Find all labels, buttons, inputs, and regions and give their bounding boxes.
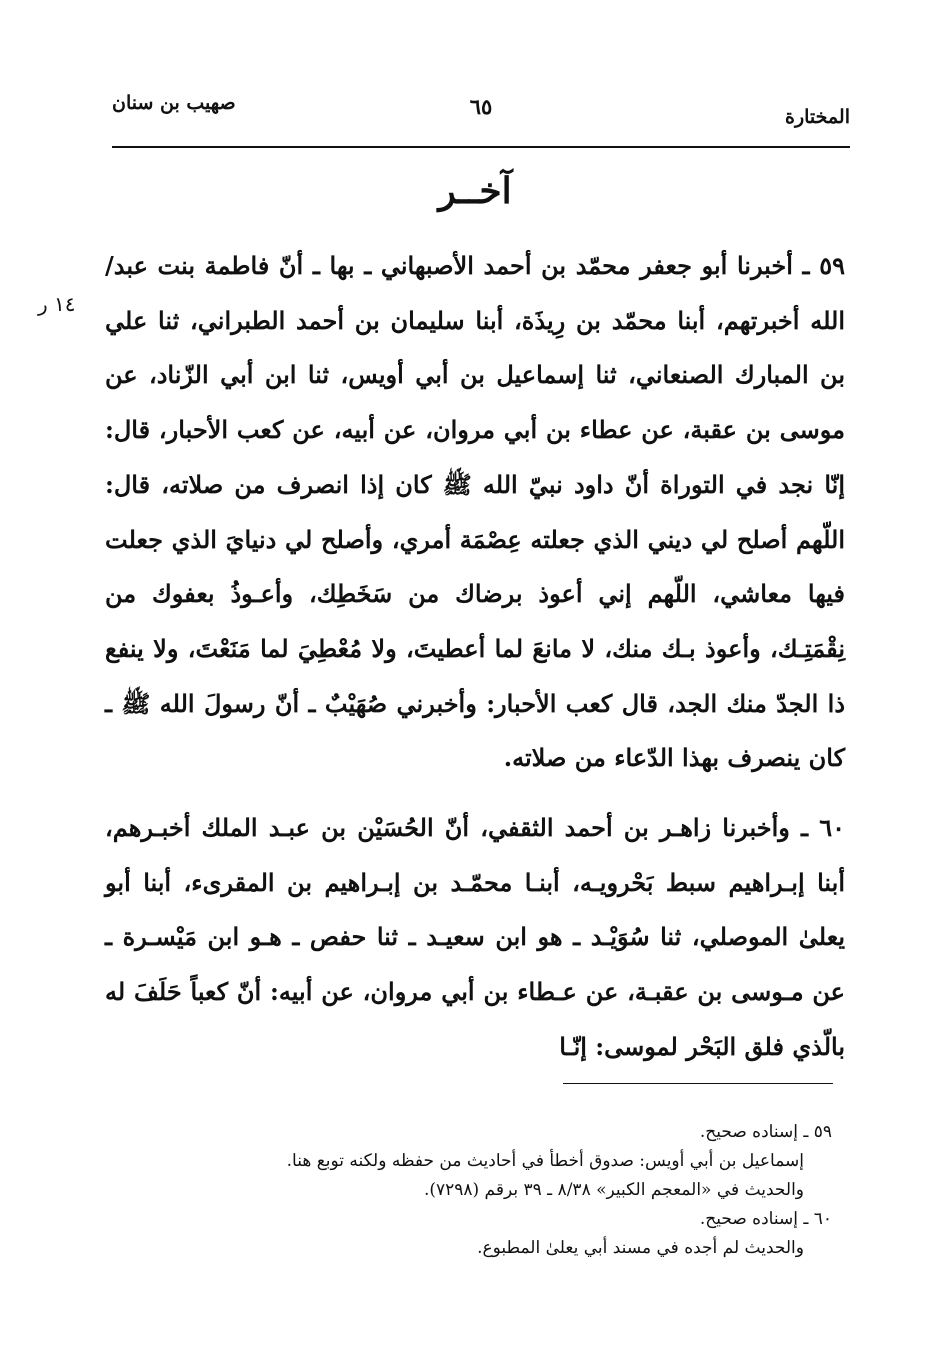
footnotes: [132, 1118, 832, 1263]
header-rule: [112, 146, 850, 148]
hadith-text: ـ وأخبرنا زاهـر بن أحمد الثقفي، أنّ الحُسَيْن بن عبـد الملك أخبـرهم، أبنا إبـراهيم سبط بَحْرويـه، أبنـا محمّـد بن إبـراهيم بن المقرىء، أبنا أبو يعلىٰ الموصلي، ثنا سُوَيْـد ـ هو ابن سعيـد ـ ثنا حفص ـ هـو ابن مَيْسـرة ـ عن مـوسى بن عقبـة، عن عـطاء بن أبي مروان، عن أبيه: أنّ كعباً حَلَفَ له بالّذي فلق البَحْر لموسى: إنّـا: [105, 813, 845, 1061]
margin-folio-note: ١٤ ر: [38, 292, 76, 316]
hadith-text: ـ أخبرنا أبو جعفر محمّد بن أحمد الأصبهاني ـ بها ـ أنّ فاطمة بنت عبد/ الله أخبرتهم، أبنا محمّد بن رِيذَة، أبنا سليمان بن أحمد الطبراني، ثنا علي بن المبارك الصنعاني، ثنا إسماعيل بن أبي أويس، ثنا ابن أبي الزّناد، عن موسى بن عقبة، عن عطاء بن أبي مروان، عن أبيه، عن كعب الأحبار، قال: إنّا نجد في التوراة أنّ داود نبيّ الله ﷺ كان إذا انصرف من صلاته، قال: اللّهم أصلح لي ديني الذي جعلته عِصْمَة أمري، وأصلح لي دنيايَ الذي جعلت فيها معاشي، اللّهم إني أعوذ برضاك من سَخَطِك، وأعـوذُ بعفوك من نِقْمَتِـك، وأعوذ بـك منك، لا مانعَ لما أعطيتَ، ولا مُعْطِيَ لما مَنَعْتَ، ولا ينفع ذا الجدّ منك الجد، قال كعب الأحبار: وأخبرني صُهَيْبٌ ـ أنّ رسولَ الله ﷺ ـ كان ينصرف بهذا الدّعاء من صلاته.: [105, 251, 846, 773]
book-title-label: المختارة: [785, 106, 850, 128]
footnote-line: والحديث لم أجده في مسند أبي يعلىٰ المطبوع.: [477, 1238, 804, 1258]
page-number: ٦٥: [469, 94, 493, 119]
footnote-rule: [563, 1083, 833, 1084]
section-name: صهيب بن سنان: [112, 92, 236, 114]
footnote-line: والحديث في «المعجم الكبير» ٨/٣٨ ـ ٣٩ برقم (٧٢٩٨).: [423, 1180, 804, 1200]
footnote-line: إسماعيل بن أبي أويس: صدوق أخطأ في أحاديث من حفظه ولكنه توبع هنا.: [286, 1151, 804, 1171]
footnote-line: ٦٠ ـ إسناده صحيح.: [699, 1209, 832, 1229]
hadith-number: ٦٠: [819, 813, 845, 842]
hadith-number: ٥٩: [819, 251, 846, 280]
hadith-paragraph-59: [105, 239, 845, 786]
footnote-line: ٥٩ ـ إسناده صحيح.: [699, 1122, 832, 1142]
running-header: [112, 92, 850, 132]
hadith-paragraph-60: [105, 801, 845, 1075]
chapter-title: آخــر: [438, 170, 512, 212]
